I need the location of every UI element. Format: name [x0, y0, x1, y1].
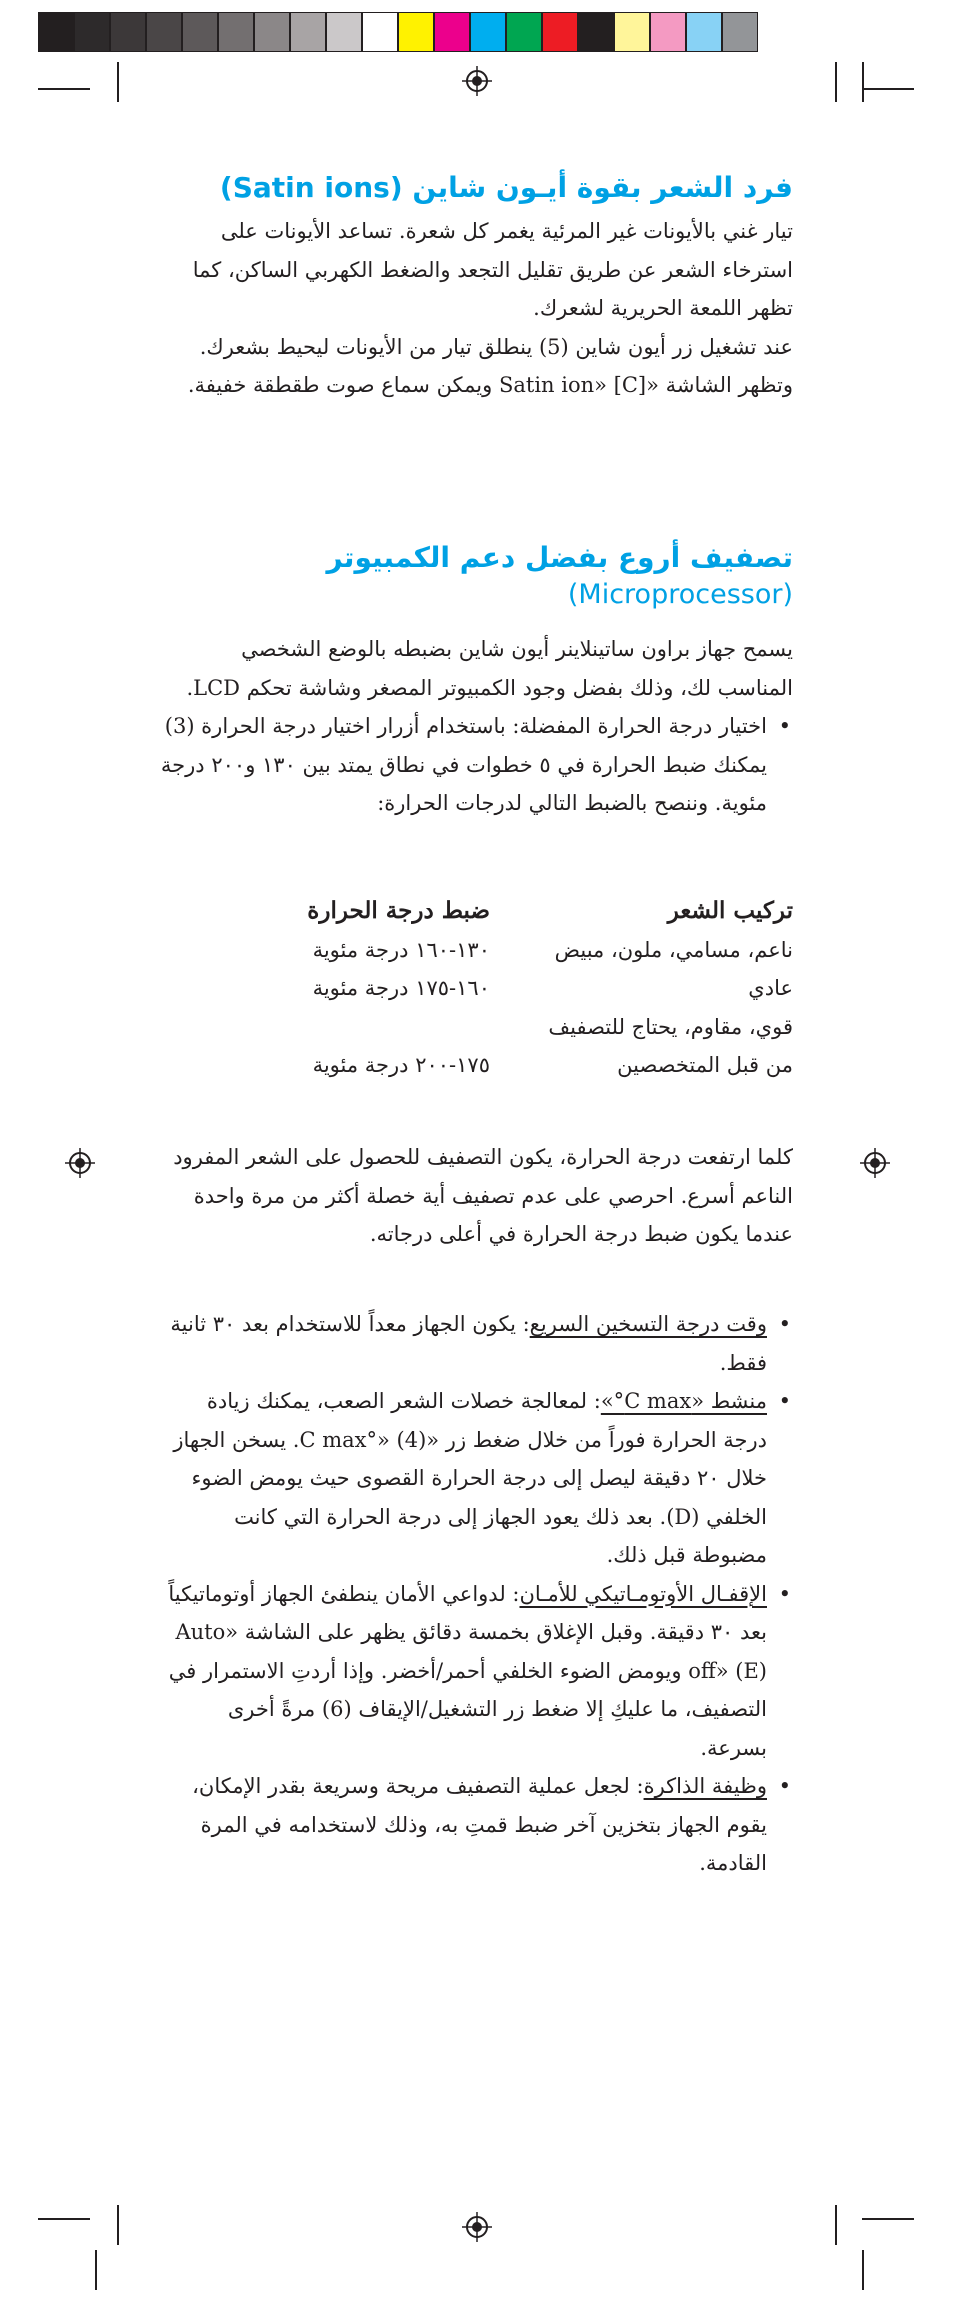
bullet-text: : لجعل عملية التصفيف مريحة وسريعة بقدر الإمكان، يقوم الجهاز بتخزين آخر ضبط قمتِ به، وذلك لاستخدامه في المرة القادمة. — [192, 1774, 767, 1875]
temperature-cell: ١٦٠-١٧٥ درجة مئوية — [312, 976, 490, 1000]
crop-mark — [862, 2250, 864, 2290]
quick-heat-bullet — [160, 1305, 793, 1382]
table-row — [200, 969, 793, 1008]
crop-mark — [862, 2218, 914, 2220]
satin-ions-paragraph-1: تيار غني بالأيونات غير المرئية يغمر كل شعرة. تساعد الأيونات على استرخاء الشعر عن طريق تقليل التجعد والضغط الكهربي الساكن، كما تظهر اللمعة الحريرية لشعرك. — [192, 219, 793, 320]
color-swatch — [722, 12, 758, 52]
crop-mark — [117, 2205, 119, 2245]
color-swatch — [614, 12, 650, 52]
color-swatch — [326, 12, 362, 52]
color-swatch — [398, 12, 434, 52]
color-swatch — [146, 12, 182, 52]
registration-target-icon — [65, 1148, 95, 1178]
temperature-note — [160, 1138, 793, 1254]
crop-mark — [117, 62, 119, 102]
crop-mark — [38, 88, 90, 90]
hair-type-cell: عادي — [748, 976, 793, 1000]
bullet-text: : لمعالجة خصلات الشعر الصعب، يمكنك زيادة درجة الحرارة فوراً من خلال ضغط زر «C max°» (4). يسخن الجهاز خلال ٢٠ دقيقة ليصل إلى درجة الحرارة القصوى حيث يومض الضوء الخلفي (D). بعد ذلك يعود الجهاز إلى درجة الحرارة التي كانت مضبوطة قبل ذلك. — [173, 1389, 767, 1567]
bullet-term: وقت درجة التسخين السريع — [529, 1312, 767, 1336]
color-swatch — [110, 12, 146, 52]
color-swatch — [74, 12, 110, 52]
hair-type-line: من قبل المتخصصين — [617, 1053, 793, 1077]
color-swatch — [650, 12, 686, 52]
temperature-bullet-list — [160, 707, 793, 823]
table-row — [200, 931, 793, 970]
hair-type-cell: ناعم، مسامي، ملون، مبيض — [554, 937, 793, 962]
color-swatch — [182, 12, 218, 52]
microprocessor-section — [160, 538, 793, 823]
bullet-text: : لدواعي الأمان ينطفئ الجهاز أوتوماتيكياً بعد ٣٠ دقيقة. وقبل الإغلاق بخمسة دقائق يظهر على الشاشة «Auto off» (E) ويومض الضوء الخلفي أحمر/أخضر. وإذا أردتِ الاستمرار في التصفيف، ما عليكِ إلا ضغط زر التشغيل/الإيقاف (6) مرةً أخرى بسرعة. — [168, 1581, 767, 1760]
color-swatch — [290, 12, 326, 52]
feature-bullet-list — [160, 1305, 793, 1883]
microprocessor-heading: تصفيف أروع بفضل دعم الكمبيوتر — [326, 541, 793, 574]
satin-ions-section — [160, 168, 793, 405]
satin-ions-heading: فرد الشعر بقوة أيـون شاين (Satin ions) — [219, 171, 793, 204]
crop-mark — [835, 2205, 837, 2245]
registration-target-icon — [860, 1148, 890, 1178]
color-swatch — [578, 12, 614, 52]
color-swatch — [506, 12, 542, 52]
c-max-booster-bullet — [160, 1382, 793, 1575]
crop-mark — [862, 62, 864, 102]
auto-shutoff-bullet — [160, 1575, 793, 1768]
bullet-term: الإقفـال الأوتومـاتيكي للأمـان — [519, 1581, 767, 1606]
table-header-row — [200, 892, 793, 931]
color-swatch — [434, 12, 470, 52]
color-swatch — [542, 12, 578, 52]
bullet-text: : يكون الجهاز معداً للاستخدام بعد ٣٠ ثانية فقط. — [170, 1312, 767, 1375]
temperature-table — [200, 892, 793, 1085]
color-swatch — [254, 12, 290, 52]
color-swatch — [362, 12, 398, 52]
color-swatch — [470, 12, 506, 52]
crop-mark — [862, 88, 914, 90]
crop-mark — [38, 2218, 90, 2220]
temperature-selection-bullet: • اختيار درجة الحرارة المفضلة: باستخدام أزرار اختيار درجة الحرارة (3) يمكنك ضبط الحرارة في ٥ خطوات في نطاق يمتد بين ١٣٠ و٢٠٠ درجة مئوية. وننصح بالضبط التالي لدرجات الحرارة: — [160, 707, 793, 823]
column-header-hair-type: تركيب الشعر — [667, 897, 793, 924]
color-swatch — [686, 12, 722, 52]
microprocessor-intro: يسمح جهاز براون ساتينلاينر أيون شاين بضبطه بالوضع الشخصي المناسب لك، وذلك بفضل وجود الكمبيوتر المصغر وشاشة تحكم LCD. — [186, 637, 793, 700]
bullet-term: منشط «C max°» — [600, 1389, 767, 1413]
memory-function-bullet — [160, 1767, 793, 1883]
color-swatch — [218, 12, 254, 52]
table-row — [200, 1008, 793, 1085]
features-section — [160, 1305, 793, 1883]
temperature-value: ١٧٥-٢٠٠ درجة مئوية — [312, 1053, 490, 1077]
registration-target-icon — [462, 2212, 492, 2242]
color-calibration-bar — [38, 12, 758, 52]
color-swatch — [38, 12, 74, 52]
column-header-temperature: ضبط درجة الحرارة — [307, 897, 490, 924]
hair-type-cell — [493, 1008, 793, 1085]
registration-target-icon — [462, 66, 492, 96]
crop-mark — [835, 62, 837, 102]
hair-type-line: قوي، مقاوم، يحتاج للتصفيف — [548, 1014, 793, 1039]
temperature-cell: ١٣٠-١٦٠ درجة مئوية — [312, 937, 490, 962]
temperature-note-text: كلما ارتفعت درجة الحرارة، يكون التصفيف للحصول على الشعر المفرود الناعم أسرع. احرصي على عدم تصفيف أية خصلة أكثر من مرة واحدة عندما يكون ضبط درجة الحرارة في أعلى درجاته. — [173, 1145, 793, 1246]
crop-mark — [95, 2250, 97, 2290]
bullet-term: وظيفة الذاكرة — [643, 1774, 767, 1798]
satin-ions-paragraph-2: عند تشغيل زر أيون شاين (5) ينطلق تيار من الأيونات ليحيط بشعرك. وتظهر الشاشة «Satin ion» [C] ويمكن سماع صوت طقطقة خفيفة. — [187, 334, 793, 397]
temperature-cell — [200, 1008, 490, 1085]
microprocessor-subheading: (Microprocessor) — [567, 579, 793, 610]
